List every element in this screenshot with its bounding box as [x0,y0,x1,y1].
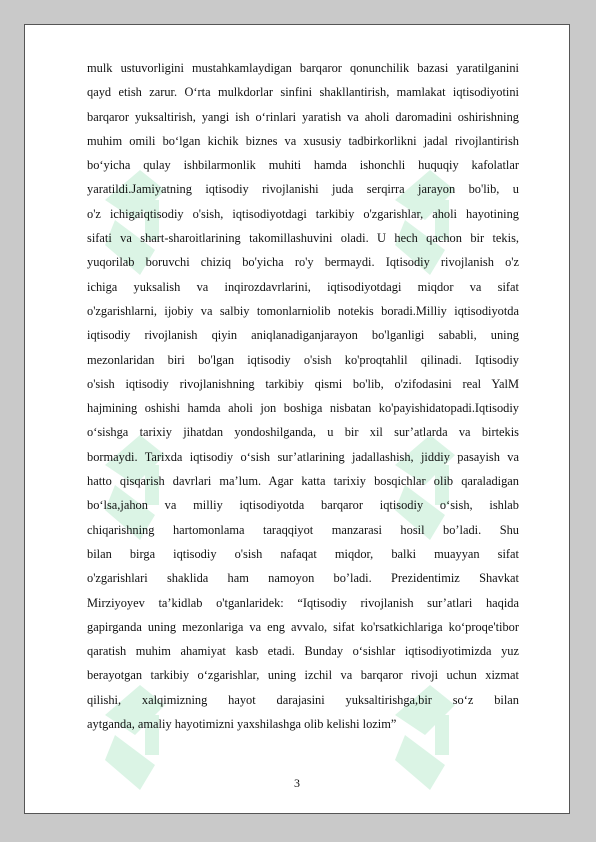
body-paragraph [87,56,519,736]
text-line: yuqorilab boruvchi chiziq bo'yicha ro'y bermaydi. Iqtisodiy rivojlanish o'z [87,255,519,270]
text-line: berayotgan tarkibiy o‘zgarishlar, uning izchil va barqaror rivoji uchun xizmat [87,668,519,683]
text-line: qilishi, xalqimizning hayot darajasini yuksaltirishga,bir so‘z bilan [87,692,519,707]
text-line: qayd etish zarur. O‘rta mulkdorlar sinfini shakllantirish, mamlakat iqtisodiyotini [87,85,519,100]
text-line: iqtisodiy rivojlanish qiyin aniqlanadiganjarayon bo'lganligi sababli, uning [87,328,519,343]
text-line: ichiga yuksalish va inqirozdavrlarini, iqtisodiyotdagi miqdor va sifat [87,279,519,294]
page-number: 3 [294,776,300,790]
text-line: bilan birga iqtisodiy o'sish nafaqat miqdor, balki muayyan sifat [87,546,519,561]
text-line: o'z ichigaiqtisodiy o'sish, iqtisodiyotdagi tarkibiy o'zgarishlar, aholi hayotining [87,206,519,221]
text-line: chiqarishning hartomonlama taraqqiyot manzarasi hosil bo’ladi. Shu [87,522,519,537]
text-line: qaratish muhim ahamiyat kasb etadi. Bunday o‘sishlar iqtisodiyotimizda yuz [87,644,519,659]
text-line: Mirziyoyev ta’kidlab o'tganlaridek: “Iqtisodiy rivojlanish sur’atlari haqida [87,595,519,610]
text-line: o'zgarishlarni, ijobiy va salbiy tomonlarniolib notekis boradi.Milliy iqtisodiyotda [87,303,519,318]
text-line: sifati va shart-sharoitlarining takomillashuvini oladi. U hech qachon bir tekis, [87,231,519,246]
text-line: muhim omili bo‘lgan kichik biznes va xususiy tadbirkorlikni jadal rivojlantirish [87,133,519,148]
text-line: hajmining oshishi hamda aholi jon boshiga nisbatan ko'payishidatopadi.Iqtisodiy [87,401,519,416]
text-line: bo‘yicha qulay ishbilarmonlik muhiti hamda ishonchli huquqiy kafolatlar [87,158,519,173]
text-line: yaratildi.Jamiyatning iqtisodiy rivojlanishi juda serqirra jarayon bo'lib, u [87,182,519,197]
document-page [24,24,570,814]
text-line: mezonlaridan biri bo'lgan iqtisodiy o'sish ko'proqtahlil qilinadi. Iqtisodiy [87,352,519,367]
text-line: o'sish iqtisodiy rivojlanishning tarkibiy qismi bo'lib, o'zifodasini real YalM [87,376,519,391]
text-line: o‘sishga tarixiy jihatdan yondoshilganda, u bir xil sur’atlarda va birtekis [87,425,519,440]
text-line: bormaydi. Tarixda iqtisodiy o‘sish sur’atlarining jadallashish, jiddiy pasayish va [87,449,519,464]
text-line: aytganda, amaliy hayotimizni yaxshilashga olib kelishi lozim” [87,717,397,732]
text-line: gapirganda uning mezonlariga va eng avvalo, sifat ko'rsatkichlariga ko‘proqe'tibor [87,619,519,634]
text-line: barqaror yuksaltirish, yangi ish o‘rinlari yaratish va aholi daromadini oshirishning [87,109,519,124]
text-line: bo‘lsa,jahon va milliy iqtisodiyotda barqaror iqtisodiy o‘sish, ishlab [87,498,519,513]
text-line: mulk ustuvorligini mustahkamlaydigan barqaror qonunchilik bazasi yaratilganini [87,61,519,75]
text-line: hatto qisqarish davrlari ma’lum. Agar katta tarixiy bosqichlar olib qaraladigan [87,474,519,489]
text-line: o'zgarishlari shaklida ham namoyon bo’ladi. Prezidentimiz Shavkat [87,571,519,586]
